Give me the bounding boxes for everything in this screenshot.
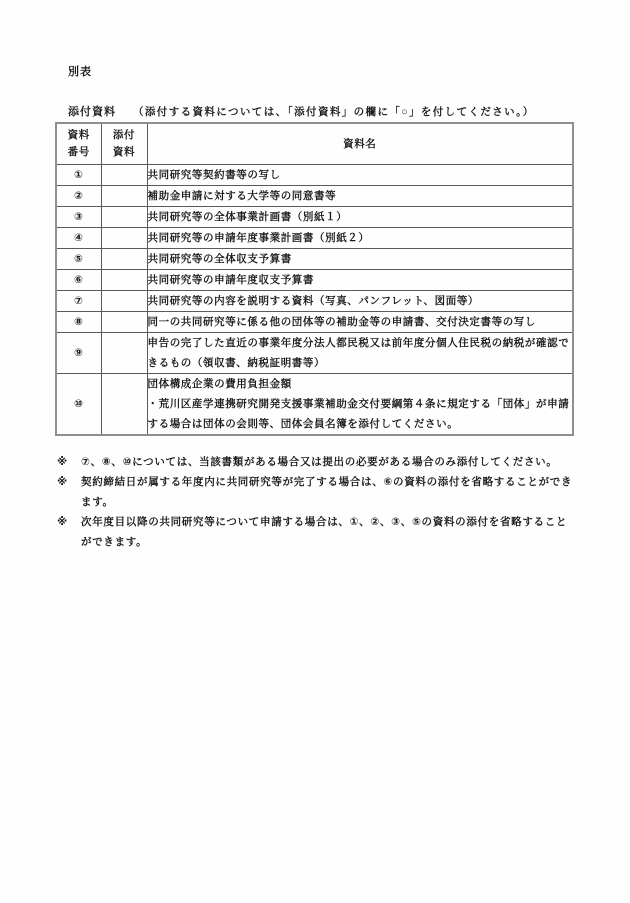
table-row bbox=[56, 333, 573, 374]
attach-mark-cell bbox=[101, 228, 147, 249]
attach-mark-cell bbox=[101, 312, 147, 333]
attachment-header bbox=[68, 103, 535, 119]
table-row bbox=[56, 249, 573, 270]
note-item bbox=[57, 512, 574, 552]
attach-mark-cell bbox=[101, 291, 147, 312]
table-row bbox=[56, 207, 573, 228]
doc-name-line: 共同研究等の全体収支予算書 bbox=[147, 253, 292, 265]
table-row bbox=[56, 291, 573, 312]
attach-mark-cell bbox=[101, 186, 147, 207]
doc-name-cell bbox=[147, 186, 573, 207]
doc-number-cell: ⑧ bbox=[56, 312, 101, 333]
note-text: ⑦、⑧、⑩については、当該書類がある場合又は提出の必要がある場合のみ添付してください。 bbox=[81, 456, 558, 468]
note-text: 次年度目以降の共同研究等について申請する場合は、①、②、③、⑤の資料の添付を省略することができます。 bbox=[81, 516, 568, 548]
doc-name-cell bbox=[147, 374, 573, 436]
attach-mark-cell bbox=[101, 165, 147, 186]
note-item bbox=[57, 472, 574, 512]
doc-name-line: ・荒川区産学連携研究開発支援事業補助金交付要綱第４条に規定する「団体」が申請する場合は団体の会則等、団体会員名簿を添付してください。 bbox=[147, 398, 570, 430]
doc-number-cell: ⑦ bbox=[56, 291, 101, 312]
header-attach-mark bbox=[101, 123, 147, 165]
doc-number-cell: ④ bbox=[56, 228, 101, 249]
doc-name-cell bbox=[147, 312, 573, 333]
note-item bbox=[57, 452, 574, 472]
page-title: 別表 bbox=[68, 66, 92, 78]
attachment-label: 添付資料 bbox=[68, 106, 116, 118]
doc-name-cell bbox=[147, 165, 573, 186]
attachment-documents-table bbox=[55, 122, 574, 436]
attach-mark-cell bbox=[101, 207, 147, 228]
doc-name-cell bbox=[147, 333, 573, 374]
note-marker: ※ bbox=[57, 456, 68, 468]
doc-name-cell bbox=[147, 249, 573, 270]
doc-number-cell: ② bbox=[56, 186, 101, 207]
header-doc-number-line1: 資料 bbox=[67, 129, 90, 141]
doc-name-line: 共同研究等の全体事業計画書（別紙１） bbox=[147, 211, 348, 223]
header-attach-mark-line1: 添付 bbox=[112, 129, 136, 141]
doc-name-line: 共同研究等の内容を説明する資料（写真、パンフレット、図面等） bbox=[147, 295, 480, 307]
doc-name-line: 補助金申請に対する大学等の同意書等 bbox=[147, 190, 337, 202]
note-text: 契約締結日が属する年度内に共同研究等が完了する場合は、⑥の資料の添付を省略することができます。 bbox=[81, 476, 573, 508]
attachment-instruction: （添付する資料については、「添付資料」の欄に「○」を付してください。） bbox=[133, 106, 535, 118]
attach-mark-cell bbox=[101, 249, 147, 270]
table-row bbox=[56, 374, 573, 436]
doc-number-cell: ⑩ bbox=[56, 374, 101, 436]
table-row bbox=[56, 312, 573, 333]
notes-section bbox=[57, 452, 574, 552]
doc-number-cell: ③ bbox=[56, 207, 101, 228]
doc-name-cell bbox=[147, 291, 573, 312]
doc-name-line: 申告の完了した直近の事業年度分法人都民税又は前年度分個人住民税の納税が確認できるもの（領収書、納税証明書等） bbox=[147, 337, 570, 369]
header-doc-name: 資料名 bbox=[147, 123, 573, 165]
doc-number-cell: ⑤ bbox=[56, 249, 101, 270]
doc-name-line: 共同研究等契約書等の写し bbox=[147, 169, 281, 181]
doc-number-cell: ① bbox=[56, 165, 101, 186]
table-row bbox=[56, 228, 573, 249]
table-header-row bbox=[56, 123, 573, 165]
doc-number-cell: ⑥ bbox=[56, 270, 101, 291]
attach-mark-cell bbox=[101, 270, 147, 291]
header-doc-number bbox=[56, 123, 101, 165]
doc-name-line: 共同研究等の申請年度収支予算書 bbox=[147, 274, 314, 286]
doc-name-line: 同一の共同研究等に係る他の団体等の補助金等の申請書、交付決定書等の写し bbox=[147, 316, 536, 328]
attach-mark-cell bbox=[101, 374, 147, 436]
note-marker: ※ bbox=[57, 476, 68, 488]
attach-mark-cell bbox=[101, 333, 147, 374]
doc-name-cell bbox=[147, 228, 573, 249]
table-row bbox=[56, 270, 573, 291]
note-marker: ※ bbox=[57, 516, 68, 528]
table-row bbox=[56, 165, 573, 186]
table-row bbox=[56, 186, 573, 207]
doc-name-line: 団体構成企業の費用負担金額 bbox=[147, 378, 292, 390]
header-attach-mark-line2: 資料 bbox=[112, 146, 136, 158]
doc-name-cell bbox=[147, 207, 573, 228]
doc-number-cell: ⑨ bbox=[56, 333, 101, 374]
doc-name-line: 共同研究等の申請年度事業計画書（別紙２） bbox=[147, 232, 370, 244]
doc-name-cell bbox=[147, 270, 573, 291]
header-doc-number-line2: 番号 bbox=[67, 146, 90, 158]
